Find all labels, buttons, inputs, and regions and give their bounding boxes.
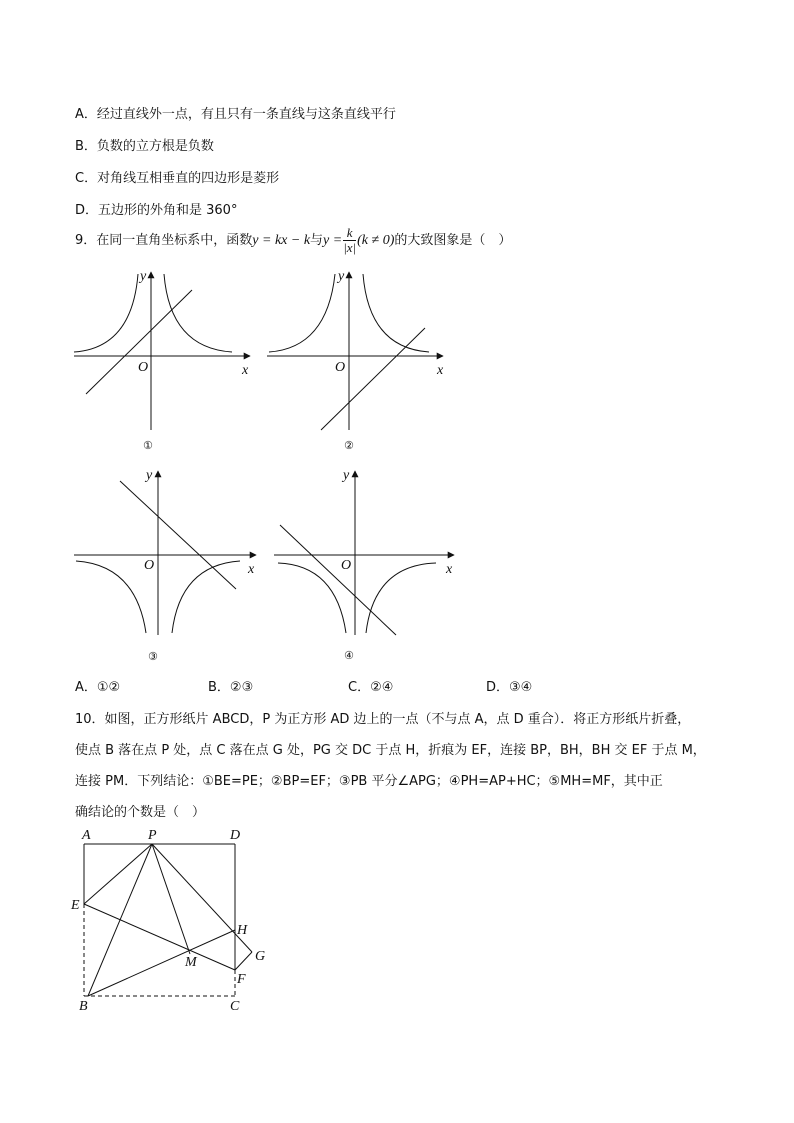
q10-line-3: 连接 PM．下列结论：①BE=PE；②BP=EF；③PB 平分∠APG；④PH=AP+HC；⑤MH=MF，其中正 — [75, 774, 663, 789]
q8-option-a: A．经过直线外一点，有且只有一条直线与这条直线平行 — [75, 107, 396, 122]
q9-func1: y = kx − k — [252, 233, 311, 248]
q8-option-d: D．五边形的外角和是 360° — [75, 203, 238, 218]
point-m-label: M — [185, 955, 197, 970]
q8-option-b: B．负数的立方根是负数 — [75, 139, 214, 154]
segment-ef — [84, 904, 235, 970]
graph-3-x-label: x — [248, 562, 255, 577]
q8-option-c: C．对角线互相垂直的四边形是菱形 — [75, 171, 280, 186]
q9-mid: 与 — [310, 233, 324, 248]
point-c-label: C — [230, 999, 240, 1014]
q9-suffix: 的大致图象是（ ） — [394, 233, 512, 248]
graph-3-y-label: y — [146, 468, 153, 483]
graph-4-origin: O — [341, 558, 352, 573]
graph-4-label: ④ — [344, 649, 354, 662]
point-d-label: D — [230, 828, 241, 843]
q9-answer-a: A．①② — [75, 680, 121, 695]
q9-answer-c: C．②④ — [348, 680, 394, 695]
q10-line-2: 使点 B 落在点 P 处，点 C 落在点 G 处，PG 交 DC 于点 H，折痕为 EF，连接 BP，BH，BH 交 EF 于点 M， — [75, 743, 706, 758]
graph-2-x-label: x — [437, 363, 444, 378]
graph-4-x-label: x — [446, 562, 453, 577]
q9-func2-lhs: y = — [323, 233, 343, 248]
point-e-label: E — [71, 898, 80, 913]
graph-2-y-label: y — [338, 269, 345, 284]
point-h-label: H — [237, 923, 248, 938]
graph-1-label: ① — [143, 439, 153, 452]
graph-1-y-label: y — [140, 269, 147, 284]
segment-gf — [235, 952, 252, 970]
graph-4-y-label: y — [343, 468, 350, 483]
graph-1-origin: O — [138, 360, 149, 375]
point-g-label: G — [255, 949, 266, 964]
graph-2-label: ② — [344, 439, 354, 452]
q10-line-4: 确结论的个数是（ ） — [75, 805, 206, 820]
q9-answer-b: B．②③ — [208, 680, 254, 695]
segment-bh — [88, 930, 235, 996]
segment-pm — [152, 844, 190, 954]
graph-2-origin: O — [335, 360, 346, 375]
point-f-label: F — [237, 972, 246, 987]
q9-fraction-denominator: |x| — [343, 240, 357, 255]
q9-func2-cond: (k ≠ 0) — [357, 233, 395, 248]
graph-3-label: ③ — [148, 650, 158, 663]
point-p-label: P — [148, 828, 157, 843]
segment-pe — [84, 844, 152, 904]
q9-fraction-numerator: k — [343, 226, 356, 241]
point-a-label: A — [82, 828, 91, 843]
q10-line-1: 10．如图，正方形纸片 ABCD，P 为正方形 AD 边上的一点（不与点 A，点 D 重合）．将正方形纸片折叠， — [75, 712, 691, 727]
graph-1-x-label: x — [242, 363, 249, 378]
point-b-label: B — [79, 999, 88, 1014]
graph-3-origin: O — [144, 558, 155, 573]
q9-prefix: 9．在同一直角坐标系中，函数 — [75, 233, 253, 248]
q9-answer-d: D．③④ — [486, 680, 533, 695]
